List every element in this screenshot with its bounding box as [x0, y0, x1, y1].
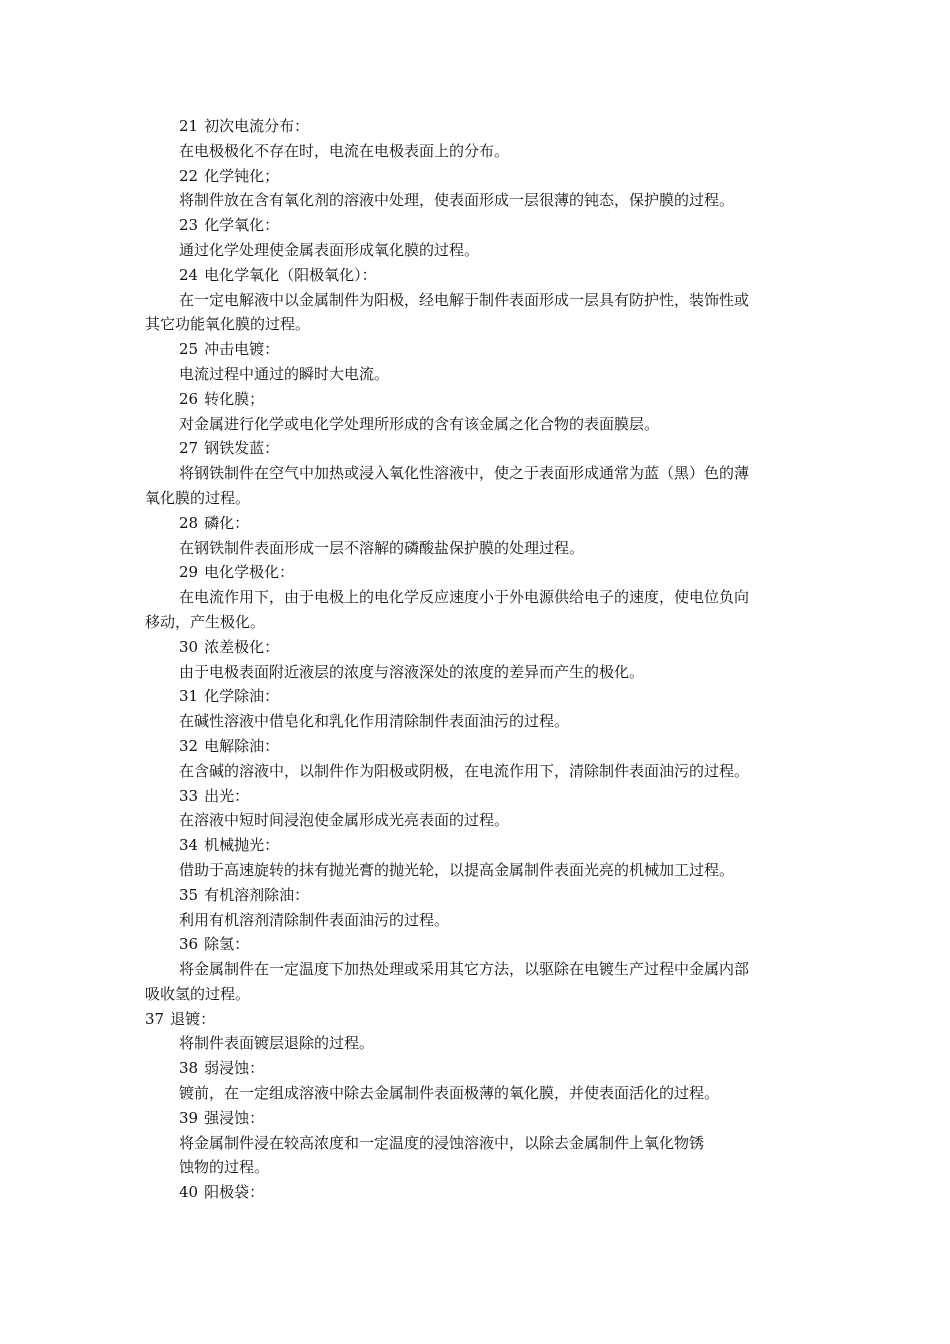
term-number: 33 [179, 786, 199, 805]
term-number: 39 [179, 1108, 199, 1127]
term-heading [145, 387, 815, 412]
term-heading [145, 263, 815, 288]
term-heading [145, 1007, 815, 1032]
term-number: 23 [179, 216, 199, 235]
term-title: 浓差极化： [204, 637, 280, 656]
term-title: 电化学极化： [204, 563, 295, 582]
definition-line: 在碱性溶液中借皂化和乳化作用清除制件表面油污的过程。 [179, 712, 570, 731]
term-number: 32 [179, 736, 199, 755]
term-heading [145, 436, 815, 461]
definition-line: 镀前，在一定组成溶液中除去金属制件表面极薄的氧化膜，并使表面活化的过程。 [179, 1084, 720, 1103]
term-heading [145, 560, 815, 585]
term-heading [145, 635, 815, 660]
definition-line: 在电流作用下，由于电极上的电化学反应速度小于外电源供给电子的速度，使电位负向 [179, 588, 750, 607]
document-page [145, 114, 815, 1205]
term-heading [145, 932, 815, 957]
term-heading [145, 511, 815, 536]
definition-line: 移动，产生极化。 [145, 612, 266, 631]
term-heading [145, 1056, 815, 1081]
definition-line: 将钢铁制件在空气中加热或浸入氧化性溶液中，使之于表面形成通常为蓝（黑）色的薄 [179, 464, 750, 483]
term-number: 38 [179, 1059, 199, 1078]
term-title: 有机溶剂除油： [204, 885, 310, 904]
definition-line: 在一定电解液中以金属制件为阳极，经电解于制件表面形成一层具有防护性，装饰性或 [179, 290, 750, 309]
definition-line: 借助于高速旋转的抹有抛光膏的抛光轮，以提高金属制件表面光亮的机械加工过程。 [179, 860, 735, 879]
definition-line: 吸收氢的过程。 [145, 984, 251, 1003]
definition-line: 通过化学处理使金属表面形成氧化膜的过程。 [179, 240, 480, 259]
term-title: 转化膜； [204, 389, 265, 408]
term-heading [145, 164, 815, 189]
term-number: 31 [179, 687, 199, 706]
definition-line: 氧化膜的过程。 [145, 488, 251, 507]
definition-line: 其它功能氧化膜的过程。 [145, 315, 311, 334]
term-title: 除氢： [204, 935, 250, 954]
definition-line: 在溶液中短时间浸泡使金属形成光亮表面的过程。 [179, 811, 510, 830]
term-title: 退镀： [170, 1009, 216, 1028]
term-number: 21 [179, 117, 199, 135]
definition-line: 将金属制件浸在较高浓度和一定温度的浸蚀溶液中，以除去金属制件上氧化物锈 [179, 1133, 705, 1152]
term-title: 钢铁发蓝： [204, 439, 280, 458]
term-number: 29 [179, 563, 199, 582]
term-title: 电化学氧化（阳极氧化）： [204, 265, 377, 284]
term-title: 磷化： [204, 513, 250, 532]
term-number: 40 [179, 1183, 199, 1202]
term-title: 化学钝化； [204, 166, 280, 185]
definition-line: 将制件表面镀层退除的过程。 [179, 1034, 375, 1053]
term-heading [145, 1180, 815, 1205]
term-title: 电解除油： [204, 736, 280, 755]
term-number: 26 [179, 389, 199, 408]
definition-line: 电流过程中通过的瞬时大电流。 [179, 364, 390, 383]
term-heading [145, 784, 815, 809]
term-heading [145, 114, 815, 139]
term-heading [145, 213, 815, 238]
term-number: 24 [179, 265, 199, 284]
term-number: 25 [179, 340, 199, 359]
term-heading [145, 734, 815, 759]
term-number: 35 [179, 885, 199, 904]
term-number: 36 [179, 935, 199, 954]
term-title: 化学除油： [204, 687, 280, 706]
term-title: 冲击电镀： [204, 340, 280, 359]
definition-line: 对金属进行化学或电化学处理所形成的含有该金属之化合物的表面膜层。 [179, 414, 660, 433]
term-title: 机械抛光： [204, 836, 280, 855]
definition-line: 由于电极表面附近液层的浓度与溶液深处的浓度的差异而产生的极化。 [179, 662, 645, 681]
term-number: 27 [179, 439, 199, 458]
definition-line: 利用有机溶剂清除制件表面油污的过程。 [179, 910, 450, 929]
term-title: 化学氧化： [204, 216, 280, 235]
term-number: 34 [179, 836, 199, 855]
term-title: 弱浸蚀： [204, 1059, 265, 1078]
term-number: 28 [179, 513, 199, 532]
term-heading [145, 883, 815, 908]
definition-line: 蚀物的过程。 [179, 1158, 270, 1177]
term-title: 初次电流分布： [204, 117, 310, 135]
term-heading [145, 1106, 815, 1131]
term-title: 阳极袋： [204, 1183, 265, 1202]
definition-line: 将制件放在含有氧化剂的溶液中处理，使表面形成一层很薄的钝态，保护膜的过程。 [179, 191, 735, 210]
term-number: 22 [179, 166, 199, 185]
term-number: 30 [179, 637, 199, 656]
term-number: 37 [145, 1009, 165, 1028]
term-heading [145, 833, 815, 858]
definition-line: 在电极极化不存在时，电流在电极表面上的分布。 [179, 141, 510, 160]
definition-line: 在含碱的溶液中，以制件作为阳极或阴极，在电流作用下，清除制件表面油污的过程。 [179, 761, 750, 780]
term-title: 强浸蚀： [204, 1108, 265, 1127]
term-heading [145, 337, 815, 362]
term-title: 出光： [204, 786, 250, 805]
definition-line: 将金属制件在一定温度下加热处理或采用其它方法，以驱除在电镀生产过程中金属内部 [179, 960, 750, 979]
definition-line: 在钢铁制件表面形成一层不溶解的磷酸盐保护膜的处理过程。 [179, 538, 585, 557]
term-heading [145, 684, 815, 709]
